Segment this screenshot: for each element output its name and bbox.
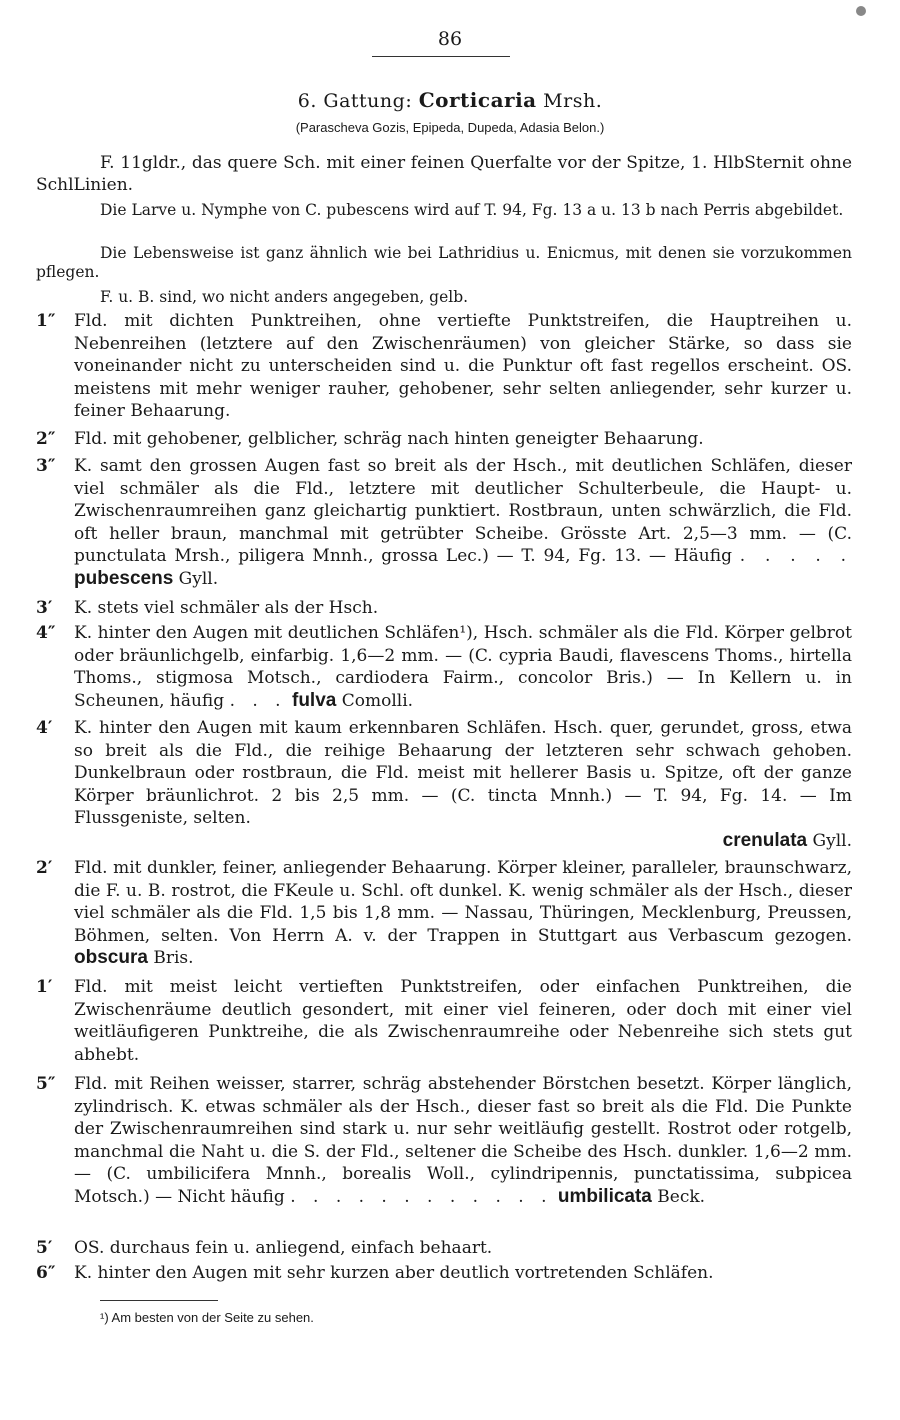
- key-entry: [36, 310, 852, 423]
- key-text: Fld. mit gehobener, gelblicher, schräg nach hinten geneigter Behaarung.: [74, 429, 704, 449]
- key-number: 5′: [36, 1238, 53, 1258]
- species-author: Beck.: [651, 1186, 706, 1207]
- key-text: OS. durchaus fein u. anliegend, einfach behaart.: [74, 1238, 493, 1258]
- key-text: Fld. mit meist leicht vertieften Punktstreifen, oder einfachen Punktreihen, die Zwischenräume deutlich gesondert, mit einer viel feineren, oder doch mit einer viel weitläufigeren Punktreihe, die als Zwischenraumreihe oder Nebenreihe sich stets gut abhebt.: [74, 977, 852, 1065]
- species-name: obscura: [74, 947, 148, 969]
- intro-paragraph-2: Die Larve u. Nymphe von C. pubescens wird auf T. 94, Fg. 13 a u. 13 b nach Perris abgebildet.: [100, 201, 844, 219]
- species-author: Bris.: [147, 948, 194, 969]
- key-entry: [36, 455, 852, 591]
- title-genus: Corticaria: [418, 88, 537, 112]
- footnote-rule: [100, 1300, 218, 1301]
- footnote: ¹) Am besten von der Seite zu sehen.: [100, 1310, 314, 1325]
- key-number: 2′: [36, 858, 53, 878]
- species-name: fulva: [292, 689, 337, 711]
- header-rule: [372, 56, 510, 57]
- key-entry: [36, 1262, 852, 1285]
- leader-dots: . . . . . . . . . . . .: [290, 1186, 553, 1207]
- key-text: K. hinter den Augen mit deutlichen Schläfen¹), Hsch. schmäler als die Fld. Körper gelbrot oder bräunlichgelb, einfarbig. 1,6—2 mm. — (C. cypria Baudi, flavescens Thoms., hirtella Thoms., stigmosa Motsch., cardiodera Fairm., concolor Bris.) — In Kellern u. in Scheunen, häufig: [74, 623, 852, 711]
- title-prefix: 6. Gattung:: [297, 90, 419, 112]
- key-number: 3′: [36, 598, 53, 618]
- key-text: K. hinter den Augen mit kaum erkennbaren Schläfen. Hsch. quer, gerundet, gross, etwa so breit als die Fld., die reihige Behaarung der letzteren sehr schwach gehoben. Dunkelbraun oder rostbraun, die Fld. meist mit hellerer Basis u. Spitze, oft der ganze Körper bräunlichrot. 2 bis 2,5 mm. — (C. tincta Mnnh.) — T. 94, Fg. 14. — Im Flussgeniste, selten.: [74, 718, 852, 829]
- species-author: Gyll.: [173, 568, 219, 589]
- key-entry: [36, 857, 852, 970]
- key-number: 3″: [36, 456, 56, 476]
- key-number: 1″: [36, 311, 56, 331]
- leader-dots: . . . . .: [739, 546, 853, 567]
- key-number: 4′: [36, 718, 53, 738]
- corner-mark: [856, 6, 866, 16]
- key-number: 5″: [36, 1074, 56, 1094]
- key-text: Fld. mit Reihen weisser, starrer, schräg abstehender Börstchen besetzt. Körper länglich, zylindrisch. K. etwas schmäler als der Hsch., dieser fast so breit als die Fld. Die Punkte der Zwischenraumreihen sind stark u. nur sehr weitläufig gestellt. Rostrot oder rotgelb, manchmal die Naht u. die S. der Fld., seltener die Scheibe des Hsch. dunkler. 1,6—2 mm. — (C. umbilicifera Mnnh., borealis Woll., cylindripennis, punctatissima, subpicea Motsch.) — Nicht häufig: [74, 1074, 852, 1207]
- synonyms-line: (Parascheva Gozis, Epipeda, Dupeda, Adasia Belon.): [295, 120, 605, 135]
- leader-dots: . . .: [229, 690, 287, 711]
- species-name: umbilicata: [557, 1185, 652, 1207]
- species-name: pubescens: [74, 567, 174, 589]
- genus-heading: [0, 88, 900, 112]
- key-entry: [36, 622, 852, 712]
- key-entry: [36, 1073, 852, 1209]
- key-text: K. hinter den Augen mit sehr kurzen aber deutlich vortretenden Schläfen.: [74, 1263, 714, 1283]
- key-text: K. samt den grossen Augen fast so breit als der Hsch., mit deutlichen Schläfen, dieser viel schmäler als die Fld., letztere mit deutlicher Schulterbeule, die Haupt- u. Zwischenraumreihen ganz gleichartig punktiert. Rostbraun, unten schwärzlich, die Fld. oft heller braun, manchmal mit getrübter Scheibe. Grösste Art. 2,5—3 mm. — (C. punctulata Mrsh., piligera Mnnh., grossa Lec.) — T. 94, Fg. 13. — Häufig: [74, 456, 852, 567]
- key-text: Fld. mit dunkler, feiner, anliegender Behaarung. Körper kleiner, paralleler, braunschwarz, die F. u. B. rostrot, die FKeule u. Schl. oft dunkel. K. wenig schmäler als der Hsch., dieser viel schmäler als die Fld. 1,5 bis 1,8 mm. — Nassau, Thüringen, Mecklenburg, Preussen, Böhmen, selten. Von Herrn A. v. der Trappen in Stuttgart aus Verbascum gezogen.: [74, 858, 852, 946]
- key-entry: [36, 1237, 852, 1260]
- key-entry: [36, 428, 852, 451]
- key-number: 2″: [36, 429, 56, 449]
- title-author: Mrsh.: [536, 90, 603, 112]
- key-number: 1′: [36, 977, 53, 997]
- key-text: K. stets viel schmäler als der Hsch.: [74, 598, 379, 618]
- species-name: crenulata: [722, 829, 808, 851]
- key-text: Fld. mit dichten Punktreihen, ohne vertiefte Punktstreifen, die Hauptreihen u. Nebenreihen (letztere auf den Zwischenräumen) von gleicher Stärke, so dass sie voneinander nicht zu unterscheiden sind u. die Punktur oft fast regellos erscheint. OS. meistens mit mehr weniger rauher, gehobener, sehr selten anliegender, sehr kurzer u. feiner Behaarung.: [74, 311, 852, 422]
- key-entry: [36, 597, 852, 620]
- page-number: 86: [437, 28, 463, 50]
- intro-paragraph-3: Die Lebensweise ist ganz ähnlich wie bei Lathridius u. Enicmus, mit denen sie vorzukommen pflegen.: [36, 244, 852, 281]
- species-author: Comolli.: [336, 690, 414, 711]
- intro-paragraph-4: F. u. B. sind, wo nicht anders angegeben, gelb.: [100, 288, 469, 306]
- species-author: Gyll.: [807, 830, 852, 851]
- key-number: 6″: [36, 1263, 56, 1283]
- key-entry: [36, 717, 852, 853]
- key-entry: [36, 976, 852, 1066]
- intro-paragraph-1: F. 11gldr., das quere Sch. mit einer feinen Querfalte vor der Spitze, 1. HlbSternit ohne SchlLinien.: [36, 153, 852, 196]
- key-number: 4″: [36, 623, 56, 643]
